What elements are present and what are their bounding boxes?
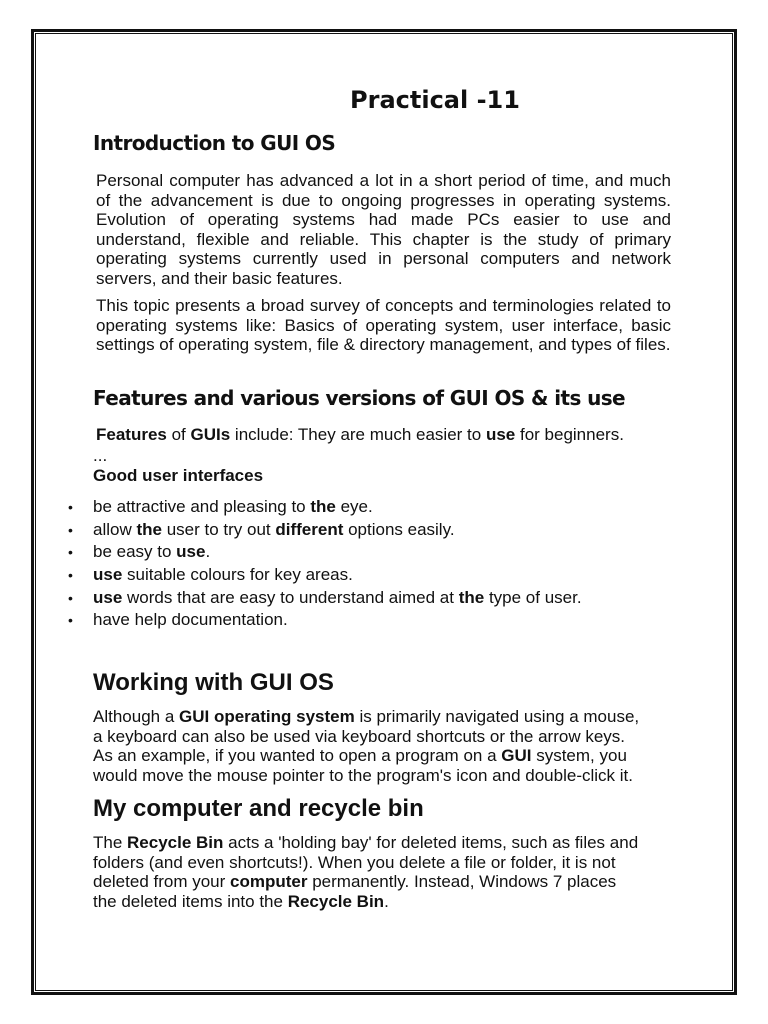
bold-text: GUI bbox=[501, 746, 532, 765]
bullet-bold: the bbox=[458, 587, 485, 607]
guis-word: GUIs bbox=[190, 425, 231, 444]
working-line-1 bbox=[93, 707, 703, 727]
features-text-3: for beginners. bbox=[515, 425, 624, 444]
intro-paragraph-1 bbox=[96, 171, 671, 288]
bullet-text: be easy to bbox=[93, 542, 177, 562]
list-item bbox=[68, 587, 693, 611]
bullet-text: . bbox=[205, 542, 211, 562]
bullet-icon: • bbox=[68, 567, 73, 584]
bullet-icon: • bbox=[68, 612, 73, 629]
bullet-icon: • bbox=[68, 521, 73, 538]
bullet-text: type of user. bbox=[484, 587, 582, 607]
text: Although a bbox=[93, 707, 180, 726]
text: deleted from your bbox=[93, 872, 231, 891]
working-paragraph bbox=[93, 707, 703, 785]
intro-heading: Introduction to GUI OS bbox=[93, 131, 336, 155]
text: permanently. Instead, Windows 7 places bbox=[307, 872, 617, 891]
bullet-text: user to try out bbox=[161, 519, 276, 539]
page-title: Practical -11 bbox=[350, 86, 520, 114]
recycle-line-2: folders (and even shortcuts!). When you delete a file or folder, it is not bbox=[93, 852, 616, 872]
bullet-bold: use bbox=[93, 565, 123, 585]
bold-text: Recycle Bin bbox=[287, 891, 385, 911]
list-item bbox=[68, 519, 693, 543]
bullet-icon: • bbox=[68, 589, 73, 606]
recycle-line-4 bbox=[93, 892, 703, 912]
intro-paragraph-2-text: This topic presents a broad survey of concepts and terminologies related to operating systems like: Basics of operating system, user interface, basic settings of operating system, file & directory management, and types of files. bbox=[96, 296, 671, 354]
working-line-4: would move the mouse pointer to the program's icon and double-click it. bbox=[93, 765, 633, 785]
intro-paragraph-1-text: Personal computer has advanced a lot in a short period of time, and much of the advancement is due to ongoing progresses in operating systems. Evolution of operating systems had made PCs easier to use and understand, flexible and reliable. This chapter is the study of primary operating systems currently used in personal computers and network servers, and their basic features. bbox=[96, 171, 671, 288]
recycle-line-3 bbox=[93, 872, 703, 892]
bullet-bold: the bbox=[310, 497, 336, 516]
bullet-text: eye. bbox=[335, 497, 373, 516]
bold-text: GUI operating system bbox=[179, 707, 355, 726]
text: The bbox=[93, 833, 128, 852]
good-ui-subheading bbox=[93, 466, 263, 486]
list-item bbox=[68, 610, 693, 633]
bullet-text: have help documentation. bbox=[93, 610, 288, 630]
list-item bbox=[68, 497, 693, 520]
features-text-1: of bbox=[166, 425, 191, 444]
bullet-icon: • bbox=[68, 544, 73, 561]
bullet-text: options easily. bbox=[343, 519, 455, 539]
text: is primarily navigated using a mouse, bbox=[354, 707, 640, 726]
bullet-bold: use bbox=[93, 587, 123, 607]
features-heading: Features and various versions of GUI OS & its use bbox=[93, 386, 626, 410]
working-heading: Working with GUI OS bbox=[93, 669, 334, 696]
list-item bbox=[68, 542, 693, 565]
features-text-2: include: They are much easier to bbox=[230, 425, 486, 444]
text: the deleted items into the bbox=[93, 891, 288, 911]
bullet-text: suitable colours for key areas. bbox=[122, 565, 353, 585]
recycle-paragraph bbox=[93, 833, 703, 911]
recycle-heading: My computer and recycle bin bbox=[93, 795, 424, 822]
features-intro-line bbox=[96, 425, 696, 445]
text: system, you bbox=[531, 746, 627, 765]
bullet-bold: the bbox=[136, 519, 162, 539]
good-ui-subheading-text: Good user interfaces bbox=[93, 466, 264, 485]
bullet-bold: different bbox=[275, 519, 344, 539]
text: . bbox=[384, 891, 389, 911]
text: As an example, if you wanted to open a program on a bbox=[93, 746, 502, 765]
good-ui-bullet-list bbox=[68, 497, 693, 633]
bold-text: Recycle Bin bbox=[127, 833, 224, 852]
recycle-line-1 bbox=[93, 833, 703, 853]
intro-paragraph-2 bbox=[96, 296, 671, 355]
features-ellipsis: ... bbox=[93, 446, 108, 465]
bullet-text: allow bbox=[93, 519, 137, 539]
bold-text: computer bbox=[230, 872, 308, 891]
use-word: use bbox=[485, 425, 516, 444]
bullet-text: be attractive and pleasing to bbox=[93, 497, 311, 516]
text: acts a 'holding bay' for deleted items, such as files and bbox=[223, 833, 639, 852]
working-line-2: a keyboard can also be used via keyboard shortcuts or the arrow keys. bbox=[93, 726, 626, 746]
working-line-3 bbox=[93, 746, 703, 766]
features-word: Features bbox=[96, 425, 167, 444]
bullet-text: words that are easy to understand aimed at bbox=[122, 587, 459, 607]
bullet-icon: • bbox=[68, 499, 73, 515]
list-item bbox=[68, 565, 693, 588]
bullet-bold: use bbox=[176, 542, 206, 562]
